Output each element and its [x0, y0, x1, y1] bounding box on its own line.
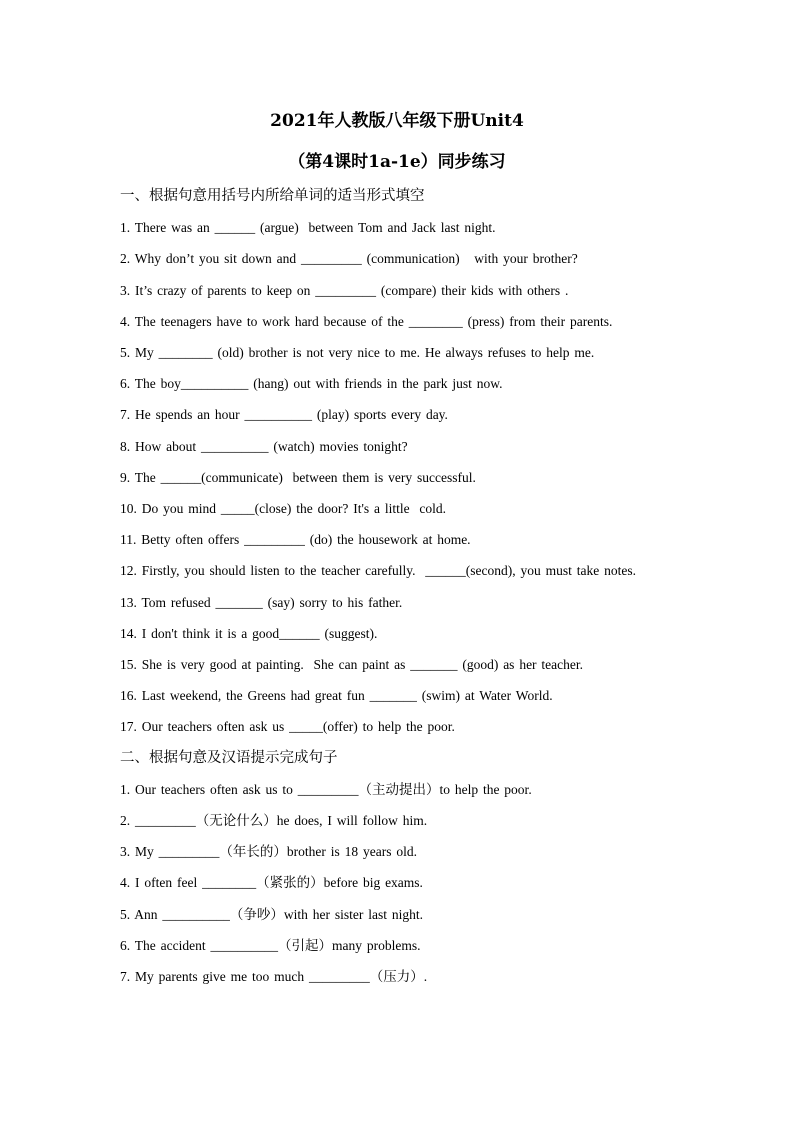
section2-heading: 二、根据句意及汉语提示完成句子 — [120, 749, 338, 766]
section1-item-13: 13. Tom refused _______ (say) sorry to his father. — [120, 594, 403, 610]
section1-item-5: 5. My ________ (old) brother is not very nice to me. He always refuses to help me. — [120, 345, 595, 360]
section1-item-16: 16. Last weekend, the Greens had great fun _______ (swim) at Water World. — [120, 688, 553, 704]
document-title: 2021年人教版八年级下册Unit4 — [270, 111, 524, 131]
section1-item-8: 8. How about __________ (watch) movies tonight? — [120, 438, 408, 454]
section1-item-14: 14. I don't think it is a good______ (suggest). — [120, 625, 378, 641]
section1-item-1: 1. There was an ______ (argue) between Tom and Jack last night. — [120, 220, 496, 236]
section2-item-3: 3. My _________（年长的）brother is 18 years old. — [120, 844, 417, 860]
section2-item-2: 2. _________（无论什么）he does, I will follow him. — [120, 813, 428, 829]
section1-item-15: 15. She is very good at painting. She can paint as _______ (good) as her teacher. — [120, 657, 584, 673]
section1-item-10: 10. Do you mind _____(close) the door? It's a little cold. — [120, 501, 446, 517]
section1-item-17: 17. Our teachers often ask us _____(offer) to help the poor. — [120, 719, 455, 735]
section1-item-11: 11. Betty often offers _________ (do) the housework at home. — [120, 532, 471, 548]
section2-item-1: 1. Our teachers often ask us to _________（主动提出）to help the poor. — [120, 781, 532, 797]
document-subtitle: （第4课时1a-1e）同步练习 — [288, 152, 506, 172]
exercise-content — [120, 181, 680, 992]
section1-item-7: 7. He spends an hour __________ (play) sports every day. — [120, 407, 448, 423]
section1-item-9: 9. The ______(communicate) between them is very successful. — [120, 469, 476, 485]
section2-item-4: 4. I often feel ________（紧张的）before big exams. — [120, 875, 423, 891]
section1-item-4: 4. The teenagers have to work hard because of the ________ (press) from their parents. — [120, 313, 613, 329]
section1-item-12: 12. Firstly, you should listen to the teacher carefully. ______(second), you must take notes. — [120, 563, 637, 579]
section2-item-6: 6. The accident __________（引起）many problems. — [120, 937, 421, 953]
section1-heading: 一、根据句意用括号内所给单词的适当形式填空 — [120, 188, 425, 204]
section1-item-6: 6. The boy__________ (hang) out with friends in the park just now. — [120, 376, 503, 392]
section1-item-2: 2. Why don’t you sit down and _________ (communication) with your brother? — [120, 251, 578, 267]
section1-item-3: 3. It’s crazy of parents to keep on _________ (compare) their kids with others . — [120, 282, 569, 298]
section2-item-7: 7. My parents give me too much _________（压力）. — [120, 969, 428, 985]
section2-item-5: 5. Ann __________（争吵）with her sister last night. — [120, 906, 423, 922]
